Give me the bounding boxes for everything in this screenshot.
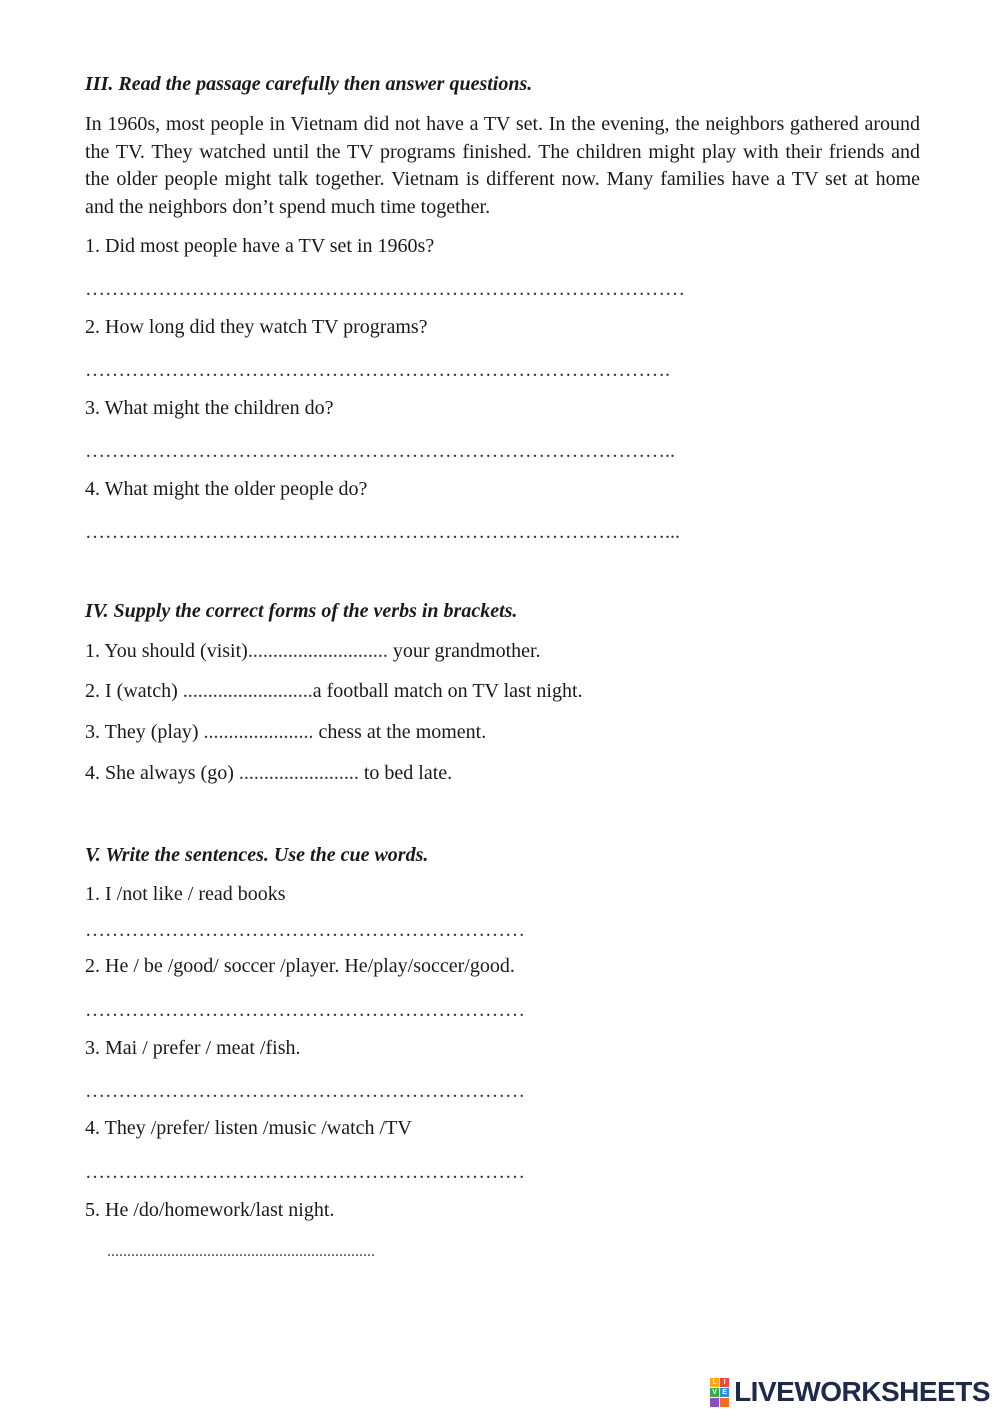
verb-item-4-prompt: 4. She always (go) <box>85 762 239 784</box>
liveworksheets-logo <box>710 1377 990 1407</box>
section-3-heading: III. Read the passage carefully then answer questions. <box>85 73 533 95</box>
question-2: 2. How long did they watch TV programs? <box>85 316 428 338</box>
verb-item-4-rest: to bed late. <box>358 762 453 784</box>
cue-4: 4. They /prefer/ listen /music /watch /TV <box>85 1117 412 1139</box>
logo-block: L <box>710 1378 719 1387</box>
verb-item-1-rest: your grandmother. <box>387 640 541 662</box>
verb-item-2 <box>85 677 583 705</box>
verb-item-3-rest: chess at the moment. <box>313 721 487 743</box>
verb-item-2-prompt: 2. I (watch) <box>85 680 183 702</box>
sentence-line-3[interactable]: ………………………………………………………… <box>85 1080 525 1102</box>
verb-item-3-prompt: 3. They (play) <box>85 721 204 743</box>
logo-blocks-icon <box>710 1378 729 1407</box>
verb-blank-3[interactable]: ...................... <box>203 721 314 743</box>
cue-1: 1. I /not like / read books <box>85 883 286 905</box>
sentence-line-4[interactable]: ………………………………………………………… <box>85 1161 525 1183</box>
logo-text: LIVEWORKSHEETS <box>734 1376 990 1407</box>
section-4-heading: IV. Supply the correct forms of the verbs in brackets. <box>85 600 518 622</box>
reading-passage: In 1960s, most people in Vietnam did not have a TV set. In the evening, the neighbors gathered around the TV. They watched until the TV programs finished. The children might play with their friends and the older people might talk together. Vietnam is different now. Many families have a TV set at home and the neighbors don’t spend much time together. <box>85 113 920 218</box>
logo-block: I <box>720 1378 729 1387</box>
logo-block <box>720 1398 729 1407</box>
verb-blank-2[interactable]: .......................... <box>182 680 313 702</box>
logo-block <box>710 1398 719 1407</box>
cue-5: 5. He /do/homework/last night. <box>85 1199 335 1221</box>
verb-blank-4[interactable]: ........................ <box>238 762 359 784</box>
answer-line-4[interactable]: ……………………………………………………………………………... <box>85 521 680 543</box>
verb-item-2-rest: a football match on TV last night. <box>312 680 583 702</box>
answer-line-3[interactable]: …………………………………………………………………………….. <box>85 440 675 462</box>
sentence-line-2[interactable]: ………………………………………………………… <box>85 999 525 1021</box>
cue-2: 2. He / be /good/ soccer /player. He/play/soccer/good. <box>85 955 515 977</box>
cue-3: 3. Mai / prefer / meat /fish. <box>85 1037 301 1059</box>
logo-block: V <box>710 1388 719 1397</box>
sentence-line-5[interactable]: ................................................................... <box>107 1243 375 1260</box>
logo-block: E <box>720 1388 729 1397</box>
question-1: 1. Did most people have a TV set in 1960s? <box>85 235 435 257</box>
answer-line-1[interactable]: ……………………………………………………………………………… <box>85 278 685 300</box>
question-4: 4. What might the older people do? <box>85 478 368 500</box>
verb-item-1-prompt: 1. You should (visit) <box>85 640 248 662</box>
section-5-heading: V. Write the sentences. Use the cue words. <box>85 844 429 866</box>
verb-item-1 <box>85 637 541 665</box>
verb-item-4 <box>85 759 452 787</box>
sentence-line-1[interactable]: ………………………………………………………… <box>85 919 525 941</box>
verb-item-3 <box>85 718 486 746</box>
verb-blank-1[interactable]: ............................ <box>247 640 388 662</box>
answer-line-2[interactable]: ……………………………………………………………………………. <box>85 359 670 381</box>
question-3: 3. What might the children do? <box>85 397 334 419</box>
